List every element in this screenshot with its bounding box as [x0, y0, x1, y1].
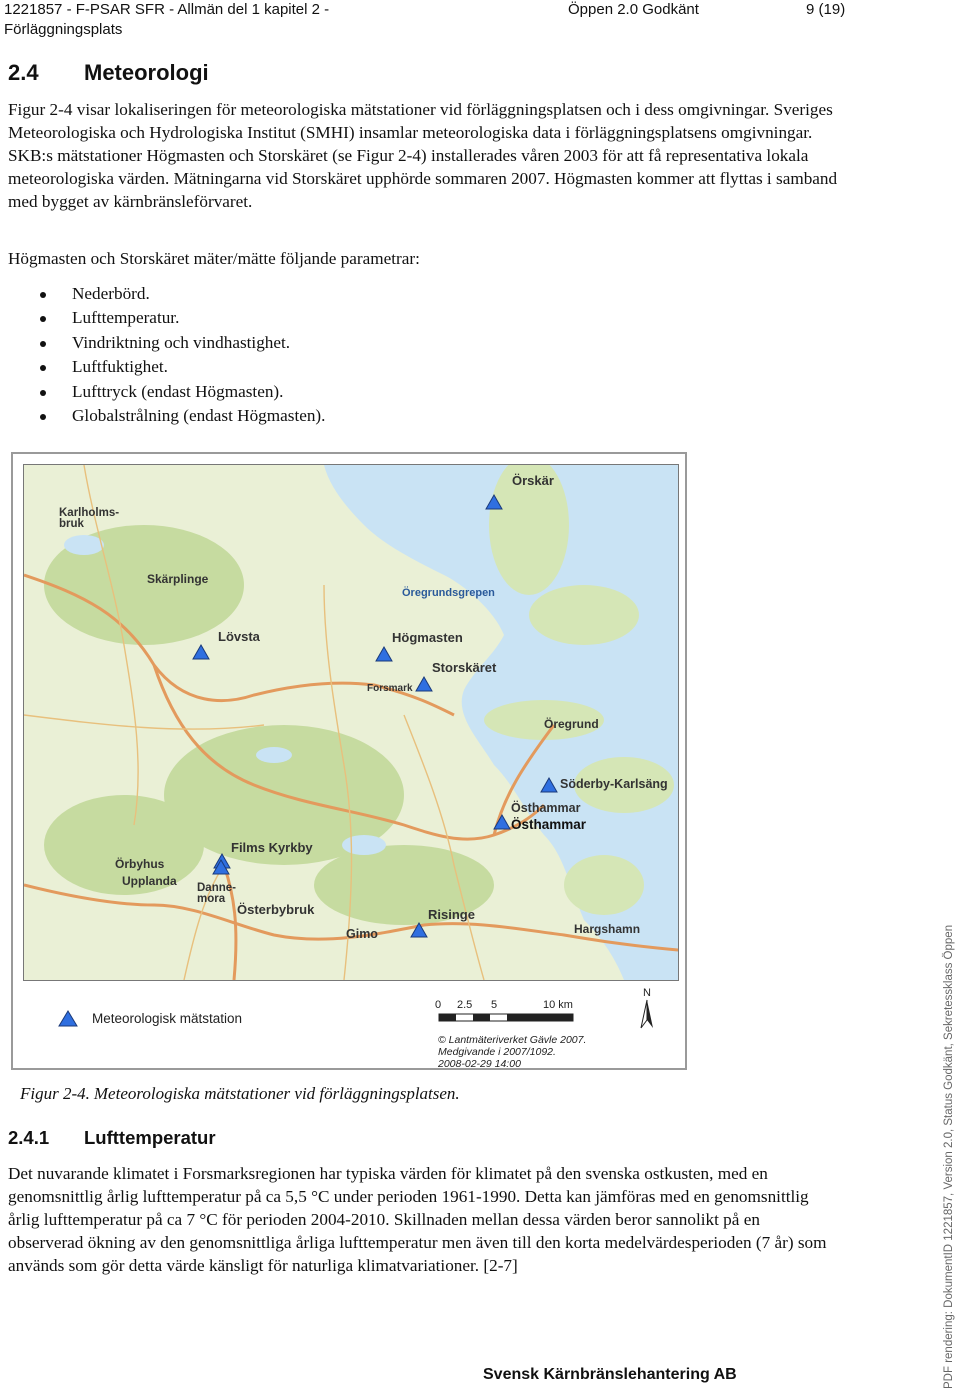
place-label: Öregrundsgrepen — [402, 587, 495, 599]
figure-caption — [20, 1084, 460, 1104]
place-label: Högmasten — [392, 630, 463, 645]
scale-tick-label: 5 — [491, 999, 498, 1011]
place-label: Forsmark — [367, 683, 413, 694]
list-item: Lufttemperatur. — [40, 306, 325, 330]
place-label: Lövsta — [218, 629, 260, 644]
parameter-list — [40, 282, 325, 428]
place-label: Upplanda — [122, 874, 177, 888]
place-label: Skärplinge — [147, 572, 209, 586]
section-heading — [8, 60, 209, 86]
caption-label: Figur 2-4. — [20, 1084, 90, 1103]
page-footer: Svensk Kärnbränslehantering AB — [483, 1366, 737, 1383]
map-canvas — [24, 465, 678, 980]
subsection-heading — [8, 1127, 216, 1149]
map — [23, 464, 679, 981]
subsection-number: 2.4.1 — [8, 1127, 50, 1148]
list-item: Luftfuktighet. — [40, 355, 325, 379]
place-label: mora — [197, 893, 226, 905]
station-legend-icon — [58, 1010, 78, 1027]
place-label: Films Kyrkby — [231, 840, 313, 855]
caption-text: Meteorologiska mätstationer vid förläggningsplatsen. — [93, 1084, 460, 1103]
map-copyright: © Lantmäteriverket Gävle 2007. Medgivande i 2007/1092. 2008-02-29 14:00 — [438, 1034, 587, 1070]
list-item: Lufttryck (endast Högmasten). — [40, 380, 325, 404]
place-label: Hargshamn — [574, 922, 641, 936]
list-item: Vindriktning och vindhastighet. — [40, 331, 325, 355]
bullet-icon — [40, 292, 46, 298]
scale-bar — [433, 994, 593, 1037]
place-label: bruk — [59, 518, 84, 530]
map-figure — [11, 452, 687, 1070]
section-title: Meteorologi — [84, 60, 209, 85]
place-label: Karlholms- — [59, 507, 120, 519]
document-title: 1221857 - F-PSAR SFR - Allmän del 1 kapitel 2 - Förläggningsplats — [4, 1, 330, 38]
place-label: Söderby-Karlsäng — [560, 777, 668, 791]
pdf-rendering-note: PDF rendering: DokumentID 1221857, Version 2.0, Status Godkänt, Sekretessklass Öppen — [943, 924, 955, 1389]
place-label: Risinge — [428, 907, 475, 922]
paragraph-intro: Figur 2-4 visar lokaliseringen för meteorologiska mätstationer vid förläggningsplatsen och i dess omgivningar. Sveriges Meteorologiska och Hydrologiska Institut (SMHI) insamlar meteorologiska data i förläggningsplatsens omgivningar. SKB:s mätstationer Högmasten och Storskäret (se Figur 2-4) installerades våren 2003 för att få representativa lokala meteorologiska värden. Mätningarna vid Storskäret upphörde sommaren 2007. Högmasten kommer att flyttas i samband med bygget av kärnbränsleförvaret. — [8, 100, 838, 211]
place-label: Örbyhus — [115, 857, 165, 871]
paragraph-parameters-intro: Högmasten och Storskäret mäter/mätte följande parametrar: — [8, 249, 420, 268]
place-label: Storskäret — [432, 660, 497, 675]
bullet-icon — [40, 390, 46, 396]
north-arrow-icon — [633, 984, 663, 1032]
island — [529, 585, 639, 645]
place-label: Östhammar — [511, 801, 581, 815]
lake — [342, 835, 386, 855]
bullet-icon — [40, 316, 46, 322]
paragraph-temperature: Det nuvarande klimatet i Forsmarksregionen har typiska värden för klimatet på den svenska ostkusten, med en genomsnittlig årlig lufttemperatur på ca 5,5 °C under perioden 1961-1990. Detta kan jämföras med en genomsnittlig årlig lufttemperatur på ca 7 °C för perioden 2004-2010. Skillnaden mellan dessa värden beror sannolikt på en observerad ökning av den genomsnittliga årliga lufttemperatur men även till den korta medelvärdesperioden (7 år) som används som gör detta värde känsligt för naturliga klimatvariationer. [2-7] — [8, 1164, 827, 1275]
section-number: 2.4 — [8, 60, 39, 85]
place-label: Gimo — [346, 927, 378, 941]
lake — [256, 747, 292, 763]
list-item: Globalstrålning (endast Högmasten). — [40, 404, 325, 428]
bullet-icon — [40, 414, 46, 420]
north-arrow — [633, 984, 663, 1037]
subsection-title: Lufttemperatur — [84, 1127, 216, 1148]
place-label: Danne- — [197, 882, 236, 894]
place-label: Österbybruk — [237, 902, 315, 917]
scale-tick-label: 2.5 — [457, 999, 473, 1011]
bullet-icon — [40, 365, 46, 371]
island — [564, 855, 644, 915]
place-label: Örskär — [512, 473, 554, 488]
page-number: 9 (19) — [806, 1, 846, 18]
document-status: Öppen 2.0 Godkänt — [568, 1, 699, 18]
scale-tick-label: 10 km — [543, 999, 573, 1011]
lake — [64, 535, 104, 555]
scale-tick-label: 0 — [435, 999, 442, 1011]
place-label: Öregrund — [544, 717, 599, 731]
svg-text:N: N — [643, 987, 651, 999]
legend-label: Meteorologisk mätstation — [92, 1011, 243, 1026]
list-item: Nederbörd. — [40, 282, 325, 306]
place-label: Östhammar — [511, 817, 587, 832]
bullet-icon — [40, 341, 46, 347]
